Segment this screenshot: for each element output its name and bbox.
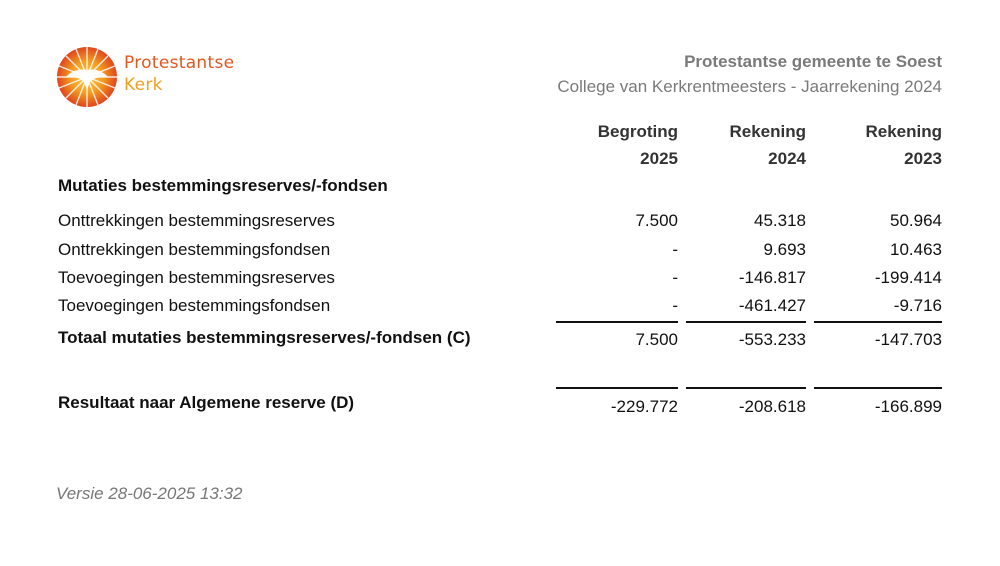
table-row: [0, 296, 1000, 324]
value-rekening-2023: 50.964: [890, 211, 942, 230]
table-row: [0, 211, 1000, 239]
row-label: Onttrekkingen bestemmingsfondsen: [58, 240, 331, 259]
value-rekening-2024: -461.427: [738, 296, 806, 315]
logo-line-2: Kerk: [124, 75, 163, 95]
row-label: Toevoegingen bestemmingsfondsen: [58, 296, 331, 315]
column-header-year: 2024: [768, 149, 806, 168]
logo-line-1: Protestantse: [124, 53, 235, 73]
value-begroting-2025: -: [672, 268, 678, 287]
total-rule: [814, 321, 942, 323]
column-header-line: Begroting: [597, 122, 678, 141]
logo-text: [124, 52, 234, 96]
church-logo-icon: [56, 46, 118, 108]
version-stamp: Versie 28-06-2025 13:32: [56, 484, 243, 503]
total-rekening-2024: -553.233: [738, 330, 806, 349]
result-row: [0, 393, 1000, 421]
table-row: [0, 268, 1000, 296]
total-begroting-2025: 7.500: [635, 330, 678, 349]
result-rule: [814, 387, 942, 389]
column-header-begroting-2025: [556, 118, 678, 172]
column-header-rekening-2024: [686, 118, 806, 172]
value-rekening-2024: 45.318: [754, 211, 806, 230]
value-begroting-2025: -: [672, 296, 678, 315]
column-header-year: 2025: [640, 149, 678, 168]
result-rule: [686, 387, 806, 389]
document-subtitle: College van Kerkrentmeesters - Jaarrekening 2024: [557, 77, 942, 96]
total-rule: [556, 321, 678, 323]
result-rekening-2023: -166.899: [874, 397, 942, 416]
section-title: Mutaties bestemmingsreserves/-fondsen: [58, 176, 388, 195]
value-rekening-2023: -199.414: [874, 268, 942, 287]
value-begroting-2025: -: [672, 240, 678, 259]
value-rekening-2024: 9.693: [763, 240, 806, 259]
value-begroting-2025: 7.500: [635, 211, 678, 230]
value-rekening-2024: -146.817: [738, 268, 806, 287]
church-logo: [56, 46, 276, 110]
total-rule: [686, 321, 806, 323]
total-rekening-2023: -147.703: [874, 330, 942, 349]
result-begroting-2025: -229.772: [610, 397, 678, 416]
row-label: Toevoegingen bestemmingsreserves: [58, 268, 335, 287]
column-header-rekening-2023: [814, 118, 942, 172]
result-rekening-2024: -208.618: [738, 397, 806, 416]
column-header-year: 2023: [904, 149, 942, 168]
result-label: Resultaat naar Algemene reserve (D): [58, 393, 355, 412]
document-title: Protestantse gemeente te Soest: [684, 52, 942, 71]
result-rule: [556, 387, 678, 389]
total-label: Totaal mutaties bestemmingsreserves/-fondsen (C): [58, 328, 471, 347]
column-header-line: Rekening: [865, 122, 942, 141]
row-label: Onttrekkingen bestemmingsreserves: [58, 211, 335, 230]
column-header-line: Rekening: [729, 122, 806, 141]
value-rekening-2023: -9.716: [893, 296, 942, 315]
value-rekening-2023: 10.463: [890, 240, 942, 259]
table-row: [0, 240, 1000, 268]
total-row: [0, 328, 1000, 356]
